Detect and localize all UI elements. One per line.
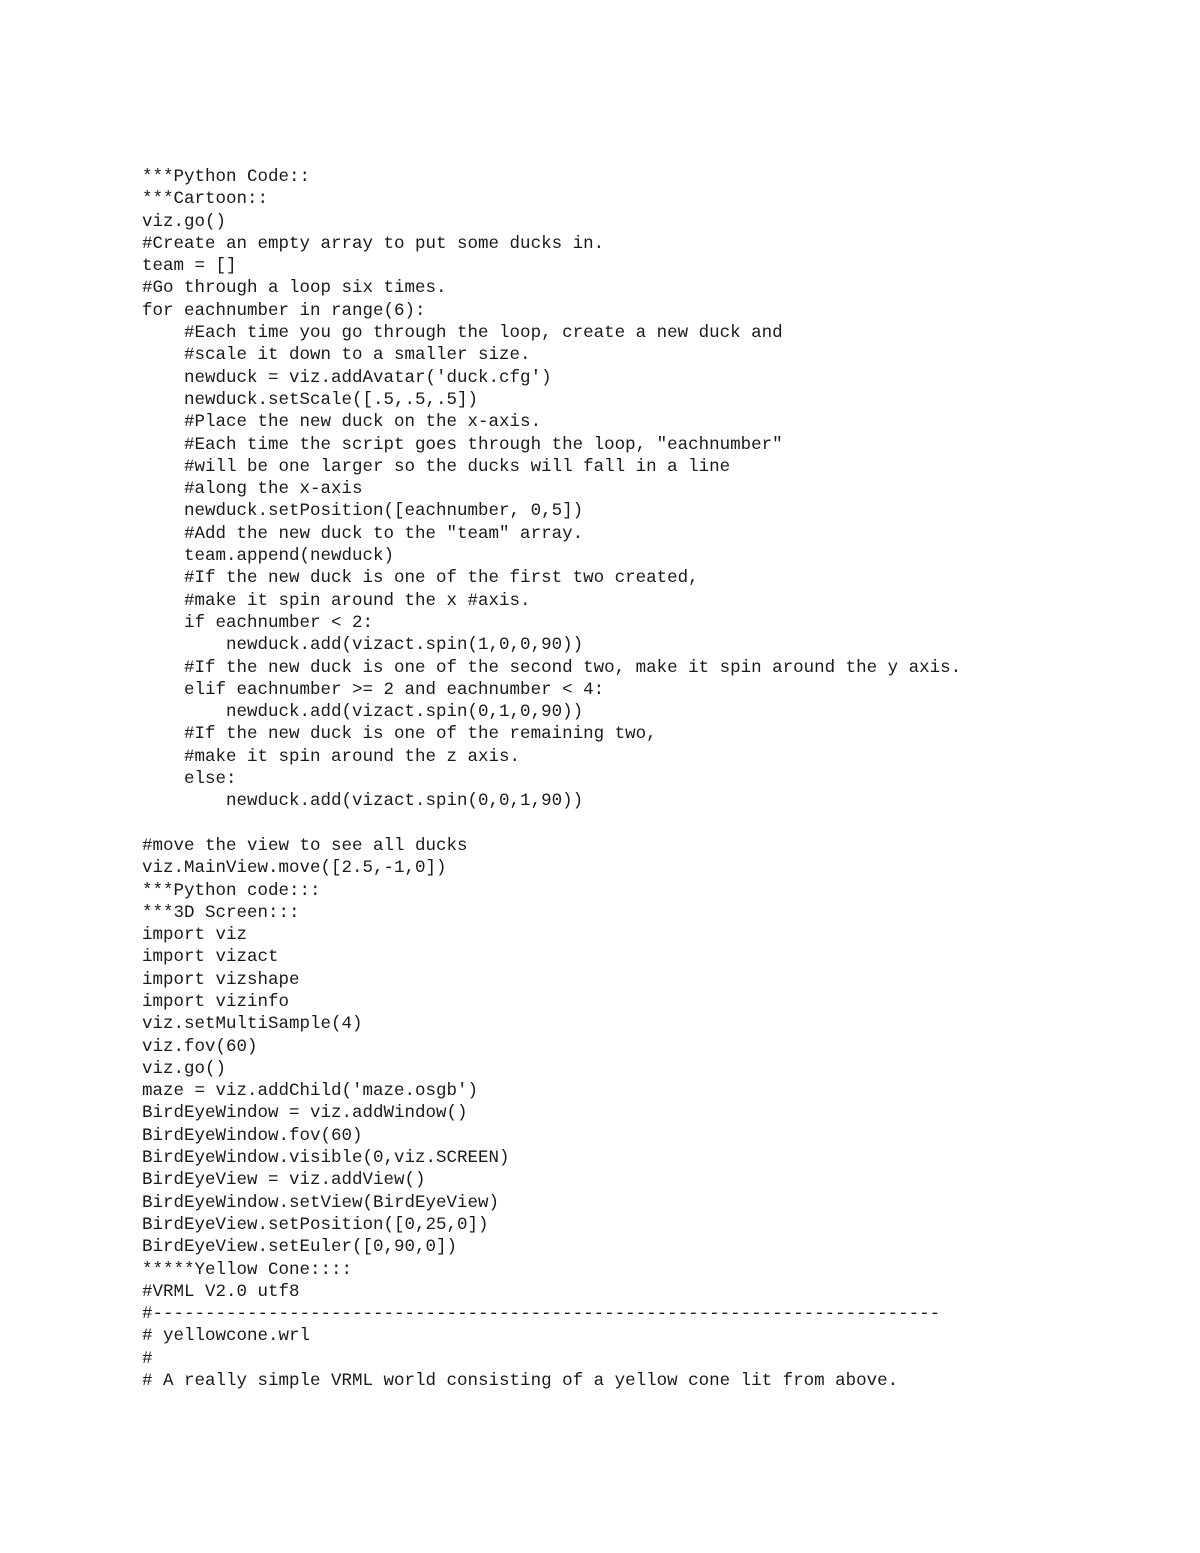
code-line: newduck.setPosition([eachnumber, 0,5])	[142, 501, 584, 522]
code-line: team = []	[142, 256, 237, 277]
code-line: import viz	[142, 925, 248, 946]
code-line: else:	[142, 769, 237, 790]
code-line: #Each time you go through the loop, create a new duck and	[142, 323, 783, 344]
code-line: ***Python Code::	[142, 167, 311, 187]
code-line: elif eachnumber >= 2 and eachnumber < 4:	[142, 679, 605, 700]
code-line: if eachnumber < 2:	[142, 612, 374, 633]
code-line: viz.go()	[142, 1058, 227, 1079]
code-line: #---------------------------------------------------------------------------	[142, 1304, 941, 1325]
code-line: ***Python code:::	[142, 880, 321, 901]
code-line: viz.MainView.move([2.5,-1,0])	[142, 858, 447, 879]
code-line: BirdEyeWindow = viz.addWindow()	[142, 1103, 468, 1124]
code-line: #Place the new duck on the x-axis.	[142, 412, 542, 433]
code-listing	[142, 166, 1142, 1392]
code-line: maze = viz.addChild('maze.osgb')	[142, 1081, 479, 1102]
code-line: viz.setMultiSample(4)	[142, 1014, 363, 1035]
code-line: newduck.setScale([.5,.5,.5])	[142, 389, 479, 410]
code-line: # A really simple VRML world consisting of a yellow cone lit from above.	[142, 1371, 899, 1392]
code-line: #Create an empty array to put some ducks in.	[142, 233, 605, 254]
code-line: newduck.add(vizact.spin(0,0,1,90))	[142, 791, 584, 812]
code-line: #move the view to see all ducks	[142, 835, 468, 856]
code-line: #will be one larger so the ducks will fall in a line	[142, 456, 731, 477]
code-line: newduck.add(vizact.spin(1,0,0,90))	[142, 635, 584, 656]
code-line: viz.go()	[142, 211, 227, 232]
code-line: newduck.add(vizact.spin(0,1,0,90))	[142, 702, 584, 723]
code-line: BirdEyeWindow.visible(0,viz.SCREEN)	[142, 1148, 510, 1169]
code-line: #If the new duck is one of the first two created,	[142, 568, 699, 589]
code-line: BirdEyeWindow.fov(60)	[142, 1125, 363, 1146]
code-line: for eachnumber in range(6):	[142, 300, 426, 321]
code-line: BirdEyeView.setPosition([0,25,0])	[142, 1214, 489, 1235]
code-line: #scale it down to a smaller size.	[142, 345, 531, 366]
code-line: ***Cartoon::	[142, 189, 269, 210]
code-line: #along the x-axis	[142, 479, 363, 500]
code-line: BirdEyeView = viz.addView()	[142, 1170, 426, 1191]
code-line: team.append(newduck)	[142, 546, 395, 567]
code-line: import vizshape	[142, 969, 300, 990]
code-line: #make it spin around the x #axis.	[142, 590, 531, 611]
code-line: #	[142, 1348, 153, 1369]
code-line: #Add the new duck to the "team" array.	[142, 523, 584, 544]
code-line: BirdEyeView.setEuler([0,90,0])	[142, 1237, 458, 1258]
code-line: #If the new duck is one of the second two, make it spin around the y axis.	[142, 657, 962, 678]
code-line: import vizinfo	[142, 991, 290, 1012]
code-line: #VRML V2.0 utf8	[142, 1281, 300, 1302]
code-line: *****Yellow Cone::::	[142, 1259, 353, 1280]
code-line: #If the new duck is one of the remaining two,	[142, 724, 657, 745]
blank-line	[142, 813, 1142, 835]
code-line: #make it spin around the z axis.	[142, 746, 521, 767]
code-line: newduck = viz.addAvatar('duck.cfg')	[142, 367, 552, 388]
code-line: # yellowcone.wrl	[142, 1326, 311, 1347]
code-line: #Go through a loop six times.	[142, 278, 447, 299]
code-line: BirdEyeWindow.setView(BirdEyeView)	[142, 1192, 500, 1213]
code-line: ***3D Screen:::	[142, 902, 300, 923]
code-line: #Each time the script goes through the loop, "eachnumber"	[142, 434, 783, 455]
code-line: import vizact	[142, 947, 279, 968]
code-line: viz.fov(60)	[142, 1036, 258, 1057]
